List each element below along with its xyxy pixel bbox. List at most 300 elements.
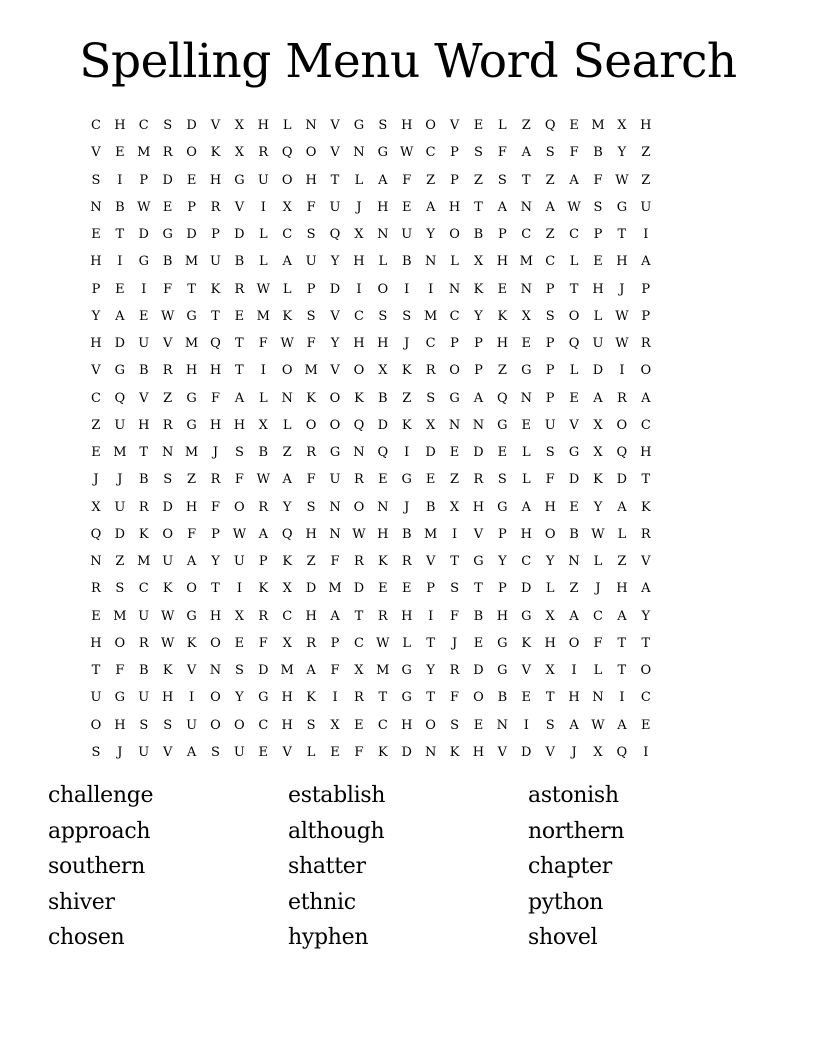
grid-letter: X bbox=[545, 663, 555, 678]
grid-letter: S bbox=[163, 118, 173, 133]
grid-letter: X bbox=[593, 417, 603, 433]
grid-letter: U bbox=[138, 744, 150, 760]
grid-letter: K bbox=[162, 581, 173, 597]
grid-letter: N bbox=[377, 499, 389, 515]
grid-letter: J bbox=[212, 445, 219, 460]
grid-letter: C bbox=[258, 717, 269, 733]
grid-letter: Q bbox=[497, 390, 508, 406]
grid-letter: N bbox=[90, 554, 102, 569]
grid-letter: S bbox=[306, 499, 316, 515]
grid-letter: G bbox=[234, 172, 245, 188]
grid-letter: K bbox=[593, 472, 603, 488]
grid-row bbox=[84, 112, 732, 139]
grid-letter: O bbox=[449, 227, 460, 242]
grid-letter: Q bbox=[210, 336, 221, 351]
grid-letter: B bbox=[138, 663, 149, 678]
grid-letter: U bbox=[138, 690, 150, 706]
grid-letter: Z bbox=[426, 172, 436, 188]
word-column-3 bbox=[528, 778, 624, 956]
grid-letter: E bbox=[425, 472, 436, 488]
grid-letter: W bbox=[376, 635, 390, 651]
grid-letter: T bbox=[474, 581, 483, 597]
grid-letter: K bbox=[306, 390, 316, 406]
grid-letter: Q bbox=[568, 336, 580, 351]
grid-letter: V bbox=[545, 744, 555, 760]
grid-letter: T bbox=[617, 663, 627, 678]
grid-letter: P bbox=[641, 281, 651, 297]
grid-letter: A bbox=[115, 308, 125, 324]
grid-row bbox=[84, 303, 732, 330]
grid-letter: J bbox=[571, 744, 577, 760]
grid-letter: I bbox=[619, 363, 625, 379]
grid-letter: I bbox=[619, 690, 625, 706]
grid-letter: Y bbox=[426, 663, 435, 678]
grid-letter: W bbox=[160, 308, 175, 324]
grid-letter: T bbox=[139, 445, 149, 460]
grid-letter: G bbox=[401, 663, 412, 678]
grid-letter: U bbox=[640, 199, 652, 215]
grid-letter: K bbox=[354, 390, 364, 406]
grid-letter: J bbox=[404, 499, 410, 515]
grid-row bbox=[84, 439, 732, 466]
grid-letter: P bbox=[211, 526, 220, 542]
grid-letter: E bbox=[521, 690, 532, 706]
grid-letter: D bbox=[473, 663, 484, 678]
grid-letter: H bbox=[305, 172, 317, 188]
grid-letter: V bbox=[210, 118, 221, 133]
grid-letter: E bbox=[401, 199, 412, 215]
grid-letter: Y bbox=[330, 254, 340, 270]
grid-letter: E bbox=[234, 635, 245, 651]
grid-letter: B bbox=[425, 499, 436, 515]
grid-letter: G bbox=[497, 635, 508, 651]
grid-letter: E bbox=[473, 118, 484, 133]
grid-letter: W bbox=[160, 635, 175, 651]
grid-letter: P bbox=[187, 199, 196, 215]
grid-letter: T bbox=[641, 635, 651, 651]
grid-letter: M bbox=[519, 254, 533, 270]
grid-letter: O bbox=[329, 417, 341, 433]
grid-letter: S bbox=[545, 717, 555, 733]
grid-letter: X bbox=[234, 608, 245, 624]
grid-letter: X bbox=[282, 199, 292, 215]
grid-letter: U bbox=[233, 744, 245, 760]
grid-letter: F bbox=[258, 336, 268, 351]
grid-letter: A bbox=[617, 608, 627, 624]
grid-letter: I bbox=[117, 254, 123, 270]
grid-letter: O bbox=[305, 145, 317, 161]
grid-letter: T bbox=[569, 281, 579, 297]
grid-letter: D bbox=[377, 417, 389, 433]
grid-letter: K bbox=[306, 690, 316, 706]
grid-letter: E bbox=[91, 608, 101, 624]
grid-letter: S bbox=[497, 472, 507, 488]
grid-letter: T bbox=[115, 227, 125, 242]
grid-letter: X bbox=[426, 417, 436, 433]
grid-letter: U bbox=[138, 336, 150, 351]
grid-letter: U bbox=[138, 608, 150, 624]
grid-letter: L bbox=[569, 363, 579, 379]
grid-letter: M bbox=[137, 145, 151, 161]
grid-letter: Y bbox=[426, 227, 435, 242]
grid-letter: P bbox=[330, 635, 340, 651]
grid-letter: A bbox=[617, 717, 627, 733]
grid-letter: U bbox=[544, 417, 556, 433]
grid-letter: H bbox=[401, 118, 413, 133]
word-column-1 bbox=[48, 778, 153, 956]
grid-letter: E bbox=[139, 308, 149, 324]
grid-letter: R bbox=[473, 472, 484, 488]
grid-letter: V bbox=[425, 554, 436, 569]
grid-letter: H bbox=[209, 417, 222, 433]
grid-letter: S bbox=[115, 581, 125, 597]
grid-letter: S bbox=[234, 445, 244, 460]
grid-letter: O bbox=[568, 308, 580, 324]
grid-letter: I bbox=[236, 581, 242, 597]
grid-letter: D bbox=[258, 663, 269, 678]
grid-letter: G bbox=[186, 390, 197, 406]
grid-letter: Q bbox=[353, 417, 365, 433]
grid-letter: F bbox=[545, 472, 555, 488]
grid-letter: S bbox=[450, 717, 459, 733]
grid-letter: K bbox=[449, 744, 460, 760]
grid-letter: L bbox=[593, 308, 603, 324]
grid-letter: M bbox=[280, 663, 294, 678]
grid-letter: O bbox=[305, 417, 317, 433]
grid-letter: P bbox=[450, 172, 459, 188]
grid-letter: O bbox=[640, 363, 652, 379]
grid-letter: E bbox=[449, 445, 460, 460]
grid-letter: V bbox=[282, 744, 292, 760]
grid-letter: W bbox=[256, 281, 270, 297]
grid-letter: V bbox=[162, 744, 173, 760]
grid-letter: L bbox=[593, 554, 603, 569]
grid-letter: E bbox=[91, 227, 101, 242]
grid-letter: I bbox=[643, 227, 649, 242]
grid-letter: N bbox=[424, 254, 437, 270]
grid-letter: L bbox=[306, 744, 316, 760]
grid-letter: E bbox=[115, 145, 125, 161]
grid-letter: T bbox=[235, 363, 244, 379]
grid-row bbox=[84, 657, 732, 684]
grid-letter: V bbox=[569, 417, 579, 433]
grid-letter: H bbox=[377, 526, 389, 542]
grid-letter: A bbox=[569, 172, 579, 188]
grid-letter: P bbox=[641, 308, 651, 324]
grid-row bbox=[84, 494, 732, 521]
grid-letter: C bbox=[425, 145, 436, 161]
grid-letter: C bbox=[545, 254, 556, 270]
grid-letter: K bbox=[521, 635, 532, 651]
grid-letter: S bbox=[426, 390, 436, 406]
grid-letter: I bbox=[428, 608, 434, 624]
grid-letter: W bbox=[615, 336, 629, 351]
grid-letter: T bbox=[211, 308, 220, 324]
grid-letter: D bbox=[186, 118, 197, 133]
grid-letter: H bbox=[185, 499, 198, 515]
grid-letter: S bbox=[139, 717, 149, 733]
grid-letter: R bbox=[354, 554, 364, 569]
grid-letter: T bbox=[354, 608, 364, 624]
grid-letter: Q bbox=[544, 118, 556, 133]
grid-letter: K bbox=[210, 281, 221, 297]
grid-letter: K bbox=[210, 145, 221, 161]
grid-letter: O bbox=[353, 499, 365, 515]
grid-letter: Z bbox=[115, 554, 125, 569]
grid-letter: P bbox=[426, 581, 436, 597]
grid-letter: V bbox=[641, 554, 651, 569]
grid-letter: N bbox=[472, 417, 485, 433]
grid-letter: T bbox=[545, 690, 555, 706]
grid-letter: E bbox=[378, 472, 388, 488]
grid-letter: N bbox=[281, 390, 293, 406]
grid-letter: R bbox=[258, 145, 269, 161]
grid-letter: U bbox=[401, 227, 413, 242]
grid-letter: R bbox=[616, 390, 627, 406]
word-item: southern bbox=[48, 854, 146, 879]
grid-letter: G bbox=[114, 363, 126, 379]
grid-letter: F bbox=[187, 526, 197, 542]
grid-letter: F bbox=[450, 608, 460, 624]
grid-letter: D bbox=[568, 472, 580, 488]
grid-letter: J bbox=[619, 281, 625, 297]
grid-row bbox=[84, 684, 732, 711]
grid-row bbox=[84, 603, 732, 630]
grid-letter: B bbox=[234, 254, 245, 270]
grid-letter: G bbox=[186, 417, 197, 433]
grid-letter: X bbox=[473, 254, 484, 270]
grid-letter: C bbox=[425, 336, 436, 351]
grid-letter: Y bbox=[282, 499, 292, 515]
grid-letter: N bbox=[305, 118, 317, 133]
grid-letter: V bbox=[330, 308, 340, 324]
word-item: establish bbox=[288, 783, 386, 808]
grid-letter: A bbox=[545, 199, 555, 215]
grid-letter: E bbox=[401, 581, 412, 597]
grid-letter: A bbox=[186, 744, 197, 760]
grid-letter: D bbox=[114, 526, 126, 542]
grid-letter: N bbox=[448, 281, 461, 297]
grid-letter: P bbox=[593, 227, 603, 242]
grid-letter: V bbox=[139, 390, 149, 406]
grid-letter: E bbox=[354, 717, 364, 733]
grid-row bbox=[84, 357, 732, 384]
grid-letter: I bbox=[428, 281, 434, 297]
grid-letter: S bbox=[450, 581, 459, 597]
grid-letter: X bbox=[354, 663, 364, 678]
grid-letter: X bbox=[521, 308, 531, 324]
grid-letter: H bbox=[162, 690, 174, 706]
grid-row bbox=[84, 276, 732, 303]
grid-letter: N bbox=[592, 690, 604, 706]
grid-letter: O bbox=[425, 118, 436, 133]
grid-letter: E bbox=[186, 172, 197, 188]
grid-letter: H bbox=[377, 336, 389, 351]
grid-letter: Y bbox=[235, 690, 244, 706]
grid-letter: U bbox=[305, 254, 317, 270]
grid-letter: E bbox=[569, 118, 579, 133]
grid-letter: M bbox=[113, 445, 127, 460]
grid-letter: P bbox=[211, 227, 220, 242]
grid-letter: G bbox=[186, 608, 197, 624]
grid-letter: L bbox=[450, 254, 459, 270]
grid-letter: L bbox=[258, 390, 268, 406]
grid-letter: C bbox=[353, 308, 364, 324]
grid-letter: P bbox=[258, 554, 268, 569]
grid-letter: T bbox=[211, 581, 220, 597]
grid-letter: W bbox=[615, 172, 629, 188]
grid-letter: O bbox=[616, 417, 628, 433]
grid-letter: E bbox=[593, 254, 603, 270]
grid-letter: S bbox=[306, 227, 316, 242]
grid-letter: J bbox=[93, 472, 99, 488]
grid-letter: C bbox=[640, 417, 651, 433]
grid-letter: W bbox=[232, 526, 247, 542]
grid-letter: I bbox=[332, 690, 338, 706]
grid-letter: Z bbox=[282, 445, 292, 460]
grid-letter: H bbox=[401, 608, 413, 624]
grid-letter: U bbox=[233, 554, 245, 569]
grid-letter: A bbox=[186, 554, 197, 569]
grid-letter: Z bbox=[163, 390, 173, 406]
grid-letter: U bbox=[592, 336, 604, 351]
grid-letter: O bbox=[473, 690, 484, 706]
word-column-2 bbox=[288, 778, 385, 956]
grid-letter: F bbox=[402, 172, 412, 188]
grid-letter: B bbox=[569, 526, 579, 542]
grid-letter: H bbox=[377, 199, 389, 215]
grid-letter: U bbox=[186, 717, 198, 733]
grid-letter: O bbox=[234, 499, 245, 515]
grid-letter: R bbox=[258, 499, 269, 515]
grid-letter: H bbox=[305, 608, 317, 624]
grid-letter: B bbox=[401, 526, 412, 542]
grid-letter: E bbox=[521, 336, 532, 351]
grid-letter: S bbox=[378, 118, 388, 133]
grid-letter: E bbox=[162, 199, 173, 215]
grid-letter: G bbox=[449, 390, 460, 406]
page-title: Spelling Menu Word Search bbox=[79, 34, 737, 89]
grid-letter: R bbox=[354, 472, 364, 488]
grid-letter: E bbox=[330, 744, 340, 760]
grid-letter: V bbox=[186, 663, 197, 678]
grid-letter: C bbox=[449, 308, 460, 324]
grid-letter: R bbox=[354, 690, 364, 706]
grid-letter: W bbox=[615, 308, 629, 324]
grid-letter: K bbox=[497, 308, 508, 324]
grid-letter: V bbox=[91, 145, 101, 161]
grid-letter: I bbox=[356, 281, 362, 297]
grid-letter: W bbox=[400, 145, 414, 161]
grid-letter: O bbox=[329, 390, 341, 406]
grid-letter: K bbox=[473, 281, 484, 297]
grid-letter: F bbox=[354, 744, 364, 760]
grid-letter: O bbox=[186, 145, 197, 161]
grid-letter: H bbox=[544, 499, 556, 515]
grid-letter: Z bbox=[187, 472, 197, 488]
grid-letter: R bbox=[162, 417, 173, 433]
grid-letter: Z bbox=[402, 390, 412, 406]
grid-letter: E bbox=[521, 417, 532, 433]
grid-letter: I bbox=[571, 663, 577, 678]
grid-letter: C bbox=[377, 717, 388, 733]
grid-letter: W bbox=[137, 199, 151, 215]
grid-letter: M bbox=[137, 554, 151, 569]
grid-letter: A bbox=[282, 254, 292, 270]
grid-letter: H bbox=[353, 254, 365, 270]
grid-letter: G bbox=[568, 445, 580, 460]
grid-letter: H bbox=[472, 499, 485, 515]
grid-letter: T bbox=[330, 172, 340, 188]
grid-letter: P bbox=[139, 172, 149, 188]
grid-letter: N bbox=[520, 390, 532, 406]
grid-letter: V bbox=[330, 118, 340, 133]
grid-letter: C bbox=[521, 227, 532, 242]
grid-letter: R bbox=[162, 363, 173, 379]
grid-letter: D bbox=[329, 281, 341, 297]
grid-letter: H bbox=[209, 363, 222, 379]
grid-letter: F bbox=[210, 499, 220, 515]
grid-letter: H bbox=[233, 417, 246, 433]
grid-letter: E bbox=[91, 445, 101, 460]
grid-letter: A bbox=[569, 608, 579, 624]
grid-letter: R bbox=[425, 363, 436, 379]
grid-letter: B bbox=[593, 145, 603, 161]
grid-letter: R bbox=[258, 608, 269, 624]
grid-letter: X bbox=[593, 744, 603, 760]
grid-letter: W bbox=[160, 608, 175, 624]
grid-letter: C bbox=[282, 608, 293, 624]
grid-letter: O bbox=[90, 717, 102, 733]
grid-letter: K bbox=[138, 526, 149, 542]
grid-letter: B bbox=[138, 363, 149, 379]
grid-letter: I bbox=[451, 526, 458, 542]
grid-letter: D bbox=[473, 445, 484, 460]
grid-letter: Y bbox=[91, 308, 101, 324]
grid-letter: T bbox=[521, 172, 531, 188]
grid-letter: R bbox=[234, 281, 245, 297]
grid-letter: F bbox=[306, 336, 316, 351]
grid-letter: A bbox=[497, 199, 508, 215]
grid-letter: P bbox=[497, 526, 507, 542]
grid-letter: A bbox=[425, 199, 436, 215]
grid-letter: P bbox=[450, 145, 459, 161]
grid-letter: M bbox=[184, 336, 199, 351]
grid-letter: C bbox=[138, 118, 149, 133]
grid-letter: T bbox=[641, 472, 651, 488]
grid-letter: F bbox=[210, 390, 220, 406]
grid-letter: X bbox=[354, 227, 364, 242]
grid-letter: U bbox=[114, 499, 126, 515]
grid-letter: G bbox=[497, 499, 508, 515]
grid-letter: R bbox=[306, 445, 316, 460]
grid-letter: D bbox=[592, 363, 604, 379]
grid-letter: U bbox=[329, 472, 341, 488]
grid-letter: S bbox=[163, 717, 173, 733]
grid-letter: S bbox=[306, 308, 316, 324]
grid-letter: P bbox=[545, 336, 555, 351]
grid-letter: H bbox=[616, 254, 628, 270]
grid-letter: M bbox=[591, 118, 605, 133]
grid-letter: P bbox=[545, 363, 555, 379]
word-item: northern bbox=[528, 818, 625, 844]
grid-letter: N bbox=[353, 145, 365, 161]
grid-letter: Y bbox=[498, 554, 507, 569]
grid-letter: V bbox=[91, 363, 101, 379]
grid-letter: C bbox=[569, 227, 580, 242]
grid-letter: A bbox=[641, 581, 651, 597]
grid-letter: D bbox=[138, 227, 149, 242]
